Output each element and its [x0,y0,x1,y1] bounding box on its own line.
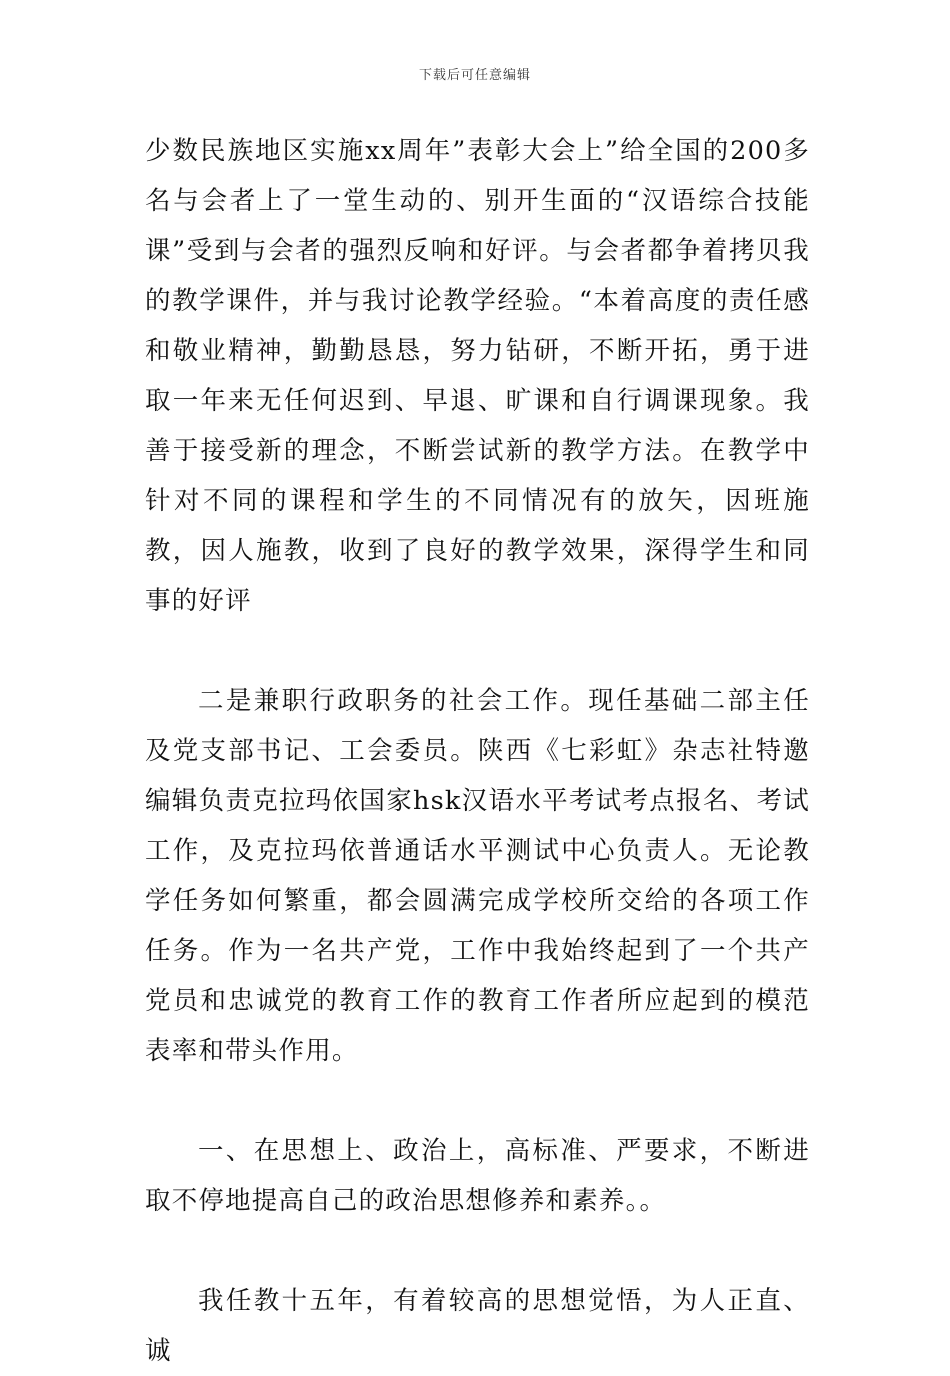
paragraph-gap [145,626,810,676]
paragraph-4: 我任教十五年，有着较高的思想觉悟，为人正直、诚 [145,1286,810,1366]
paragraph-gap [145,1076,810,1126]
document-body [145,126,810,1376]
page-header: 下载后可任意编辑 [418,68,531,83]
paragraph-3: 一、在思想上、政治上，高标准、严要求，不断进取不停地提高自己的政治思想修养和素养。。 [145,1136,810,1216]
paragraph-2: 二是兼职行政职务的社会工作。现任基础二部主任及党支部书记、工会委员。陕西《七彩虹》杂志社特邀编辑负责克拉玛依国家hsk汉语水平考试考点报名、考试工作，及克拉玛依普通话水平测试中心负责人。无论教学任务如何繁重，都会圆满完成学校所交给的各项工作任务。作为一名共产党，工作中我始终起到了一个共产党员和忠诚党的教育工作的教育工作者所应起到的模范表率和带头作用。 [145,686,810,1066]
paragraph-gap [145,1226,810,1276]
paragraph-1: 少数民族地区实施xx周年”表彰大会上”给全国的200多名与会者上了一堂生动的、别开生面的“汉语综合技能课”受到与会者的强烈反响和好评。与会者都争着拷贝我的教学课件，并与我讨论教学经验。“本着高度的责任感和敬业精神，勤勤恳恳，努力钻研，不断开拓，勇于进取一年来无任何迟到、早退、旷课和自行调课现象。我善于接受新的理念，不断尝试新的教学方法。在教学中针对不同的课程和学生的不同情况有的放矢，因班施教，因人施教，收到了良好的教学效果，深得学生和同事的好评 [145,136,810,616]
